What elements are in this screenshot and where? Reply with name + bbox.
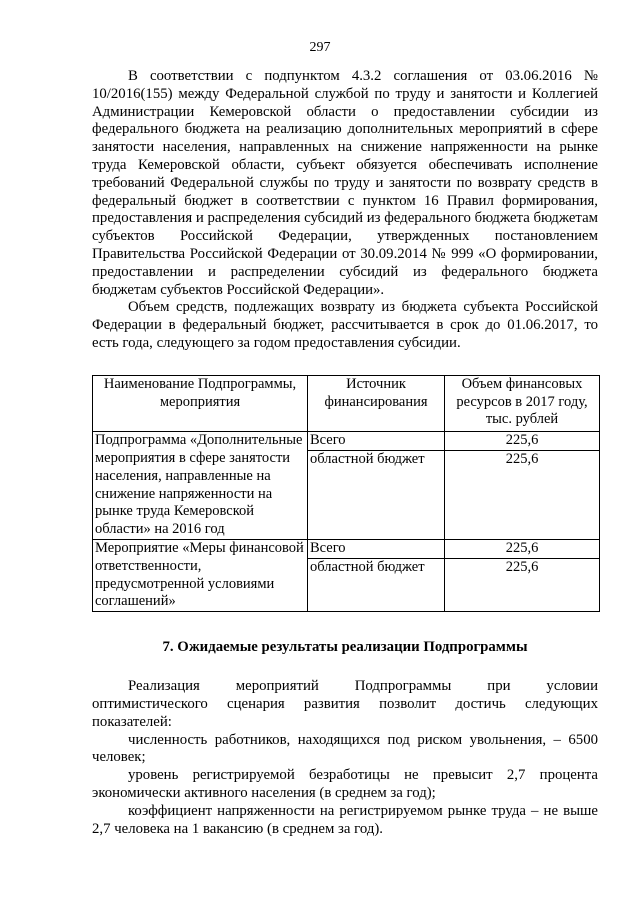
program-name-cell: Подпрограмма «Дополнительные мероприятия в сфере занятости населения, направленные на снижение напряженности на рынке труда Кемеровской области» на 2016 год: [93, 432, 308, 540]
results-intro-line-2: оптимистического сценария развития позволит достичь следующих: [92, 695, 598, 712]
measure-name-cell: Мероприятие «Меры финансовой ответственности, предусмотренной условиями соглашений»: [93, 539, 308, 611]
value-cell: 225,6: [445, 539, 600, 558]
table-row: [93, 539, 600, 558]
result-item-dismissal-risk: численность работников, находящихся под риском увольнения, – 6500 человек;: [92, 731, 598, 766]
table-header-row: [93, 375, 600, 431]
source-cell: Всего: [308, 539, 445, 558]
section-title: 7. Ожидаемые результаты реализации Подпрограммы: [162, 639, 528, 656]
header-source: Источник финансирования: [308, 375, 445, 431]
result-item-tension: коэффициент напряженности на регистрируемом рынке труда – не выше 2,7 человека на 1 вакансию (в среднем за год).: [92, 802, 598, 837]
header-volume: Объем финансовых ресурсов в 2017 году, тыс. рублей: [445, 375, 600, 431]
paragraph-return-obligation: В соответствии с подпунктом 4.3.2 соглашения от 03.06.2016 № 10/2016(155) между Федеральной службой по труду и занятости и Коллегией Администрации Кемеровской области о предоставлении субсидии из федерального бюджета на реализацию дополнительных мероприятий в сфере занятости населения, направленных на снижение напряженности на рынке труда Кемеровской области, субъект обязуется обеспечивать исполнение требований Федеральной службы по труду и занятости по возврату средств в федеральный бюджет в соответствии с пунктом 16 Правил формирования, предоставления и распределения субсидий из федерального бюджета бюджетам субъектов Российской Федерации, утвержденных постановлением Правительства Российской Федерации от 30.09.2014 № 999 «О формировании, предоставлении и распределении субсидий из федерального бюджета бюджетам субъектов Российской Федерации».: [92, 68, 599, 298]
page-number: 297: [309, 40, 331, 55]
value-cell: 225,6: [445, 432, 600, 451]
header-program: Наименование Подпрограммы, мероприятия: [93, 375, 308, 431]
document-body: [92, 68, 598, 838]
value-cell: 225,6: [445, 450, 600, 539]
source-cell: Всего: [308, 432, 445, 451]
financing-table: [92, 375, 600, 612]
source-cell: областной бюджет: [308, 450, 445, 539]
result-item-unemployment: уровень регистрируемой безработицы не превысит 2,7 процента экономически активного населения (в среднем за год);: [92, 767, 598, 801]
source-cell: областной бюджет: [308, 559, 445, 612]
results-intro-line-3: показателей:: [92, 713, 172, 730]
value-cell: 225,6: [445, 559, 600, 612]
results-intro-line-1: Реализация мероприятий Подпрограммы при условии: [128, 678, 598, 695]
table-row: [93, 432, 600, 451]
paragraph-return-amount: Объем средств, подлежащих возврату из бюджета субъекта Российской Федерации в федеральный бюджет, рассчитывается в срок до 01.06.2017, то есть года, следующего за годом предоставления субсидии.: [92, 299, 598, 351]
